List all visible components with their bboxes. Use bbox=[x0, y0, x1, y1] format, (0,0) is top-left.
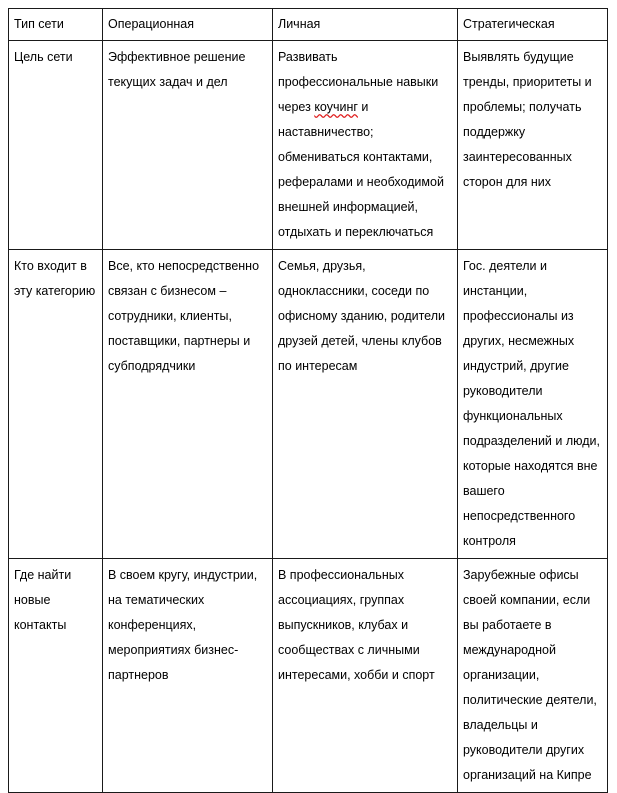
table-row bbox=[9, 559, 608, 793]
cell-where-personal bbox=[273, 559, 458, 793]
table-body bbox=[9, 41, 608, 793]
cell-where-operational-text: В своем кругу, индустрии, на тематических конференциях, мероприятиях бизнес-партнеров bbox=[108, 568, 258, 682]
table-row bbox=[9, 41, 608, 250]
cell-goal-strategic-text: Выявлять будущие тренды, приоритеты и проблемы; получать поддержку заинтересованных сторон для них bbox=[463, 50, 592, 189]
cell-where-operational bbox=[103, 559, 273, 793]
cell-who-personal bbox=[273, 250, 458, 559]
cell-goal-personal-text-after: и наставничество; обмениваться контактами, рефералами и необходимой внешней информацией, отдыхать и переключаться bbox=[278, 100, 444, 239]
column-header-operational-label: Операционная bbox=[108, 17, 194, 31]
column-header-personal bbox=[273, 9, 458, 41]
table-header-row bbox=[9, 9, 608, 41]
row-label-where bbox=[9, 559, 103, 793]
column-header-operational bbox=[103, 9, 273, 41]
cell-who-strategic bbox=[458, 250, 608, 559]
cell-goal-personal-text bbox=[278, 45, 451, 245]
column-header-network-type-label: Тип сети bbox=[14, 17, 64, 31]
cell-where-personal-text: В профессиональных ассоциациях, группах выпускников, клубах и сообществах с личными интересами, хобби и спорт bbox=[278, 568, 435, 682]
table-header bbox=[9, 9, 608, 41]
cell-goal-operational-text: Эффективное решение текущих задач и дел bbox=[108, 50, 246, 89]
cell-who-strategic-text: Гос. деятели и инстанции, профессионалы из других, несмежных индустрий, другие руководители функциональных подразделений и люди, которые находятся вне вашего непосредственного контроля bbox=[463, 259, 600, 548]
row-label-who-text: Кто входит в эту категорию bbox=[14, 259, 96, 298]
column-header-network-type bbox=[9, 9, 103, 41]
cell-where-strategic bbox=[458, 559, 608, 793]
row-label-who bbox=[9, 250, 103, 559]
cell-goal-strategic bbox=[458, 41, 608, 250]
cell-who-operational bbox=[103, 250, 273, 559]
cell-goal-personal-text-before: Развивать профессиональные навыки через bbox=[278, 50, 439, 114]
cell-goal-operational bbox=[103, 41, 273, 250]
row-label-goal-text: Цель сети bbox=[14, 50, 73, 64]
network-types-table bbox=[8, 8, 608, 793]
row-label-goal bbox=[9, 41, 103, 250]
cell-where-strategic-text: Зарубежные офисы своей компании, если вы работаете в международной организации, политические деятели, владельцы и руководители других организаций на Кипре bbox=[463, 568, 597, 782]
table-row bbox=[9, 250, 608, 559]
cell-goal-personal bbox=[273, 41, 458, 250]
cell-who-personal-text: Семья, друзья, одноклассники, соседи по офисному зданию, родители друзей детей, члены клубов по интересам bbox=[278, 259, 445, 373]
row-label-where-text: Где найти новые контакты bbox=[14, 568, 72, 632]
spellcheck-misspelled-word: коучинг bbox=[314, 100, 358, 114]
column-header-strategic-label: Стратегическая bbox=[463, 17, 555, 31]
column-header-personal-label: Личная bbox=[278, 17, 321, 31]
column-header-strategic bbox=[458, 9, 608, 41]
cell-who-operational-text: Все, кто непосредственно связан с бизнесом – сотрудники, клиенты, поставщики, партнеры и субподрядчики bbox=[108, 259, 260, 373]
